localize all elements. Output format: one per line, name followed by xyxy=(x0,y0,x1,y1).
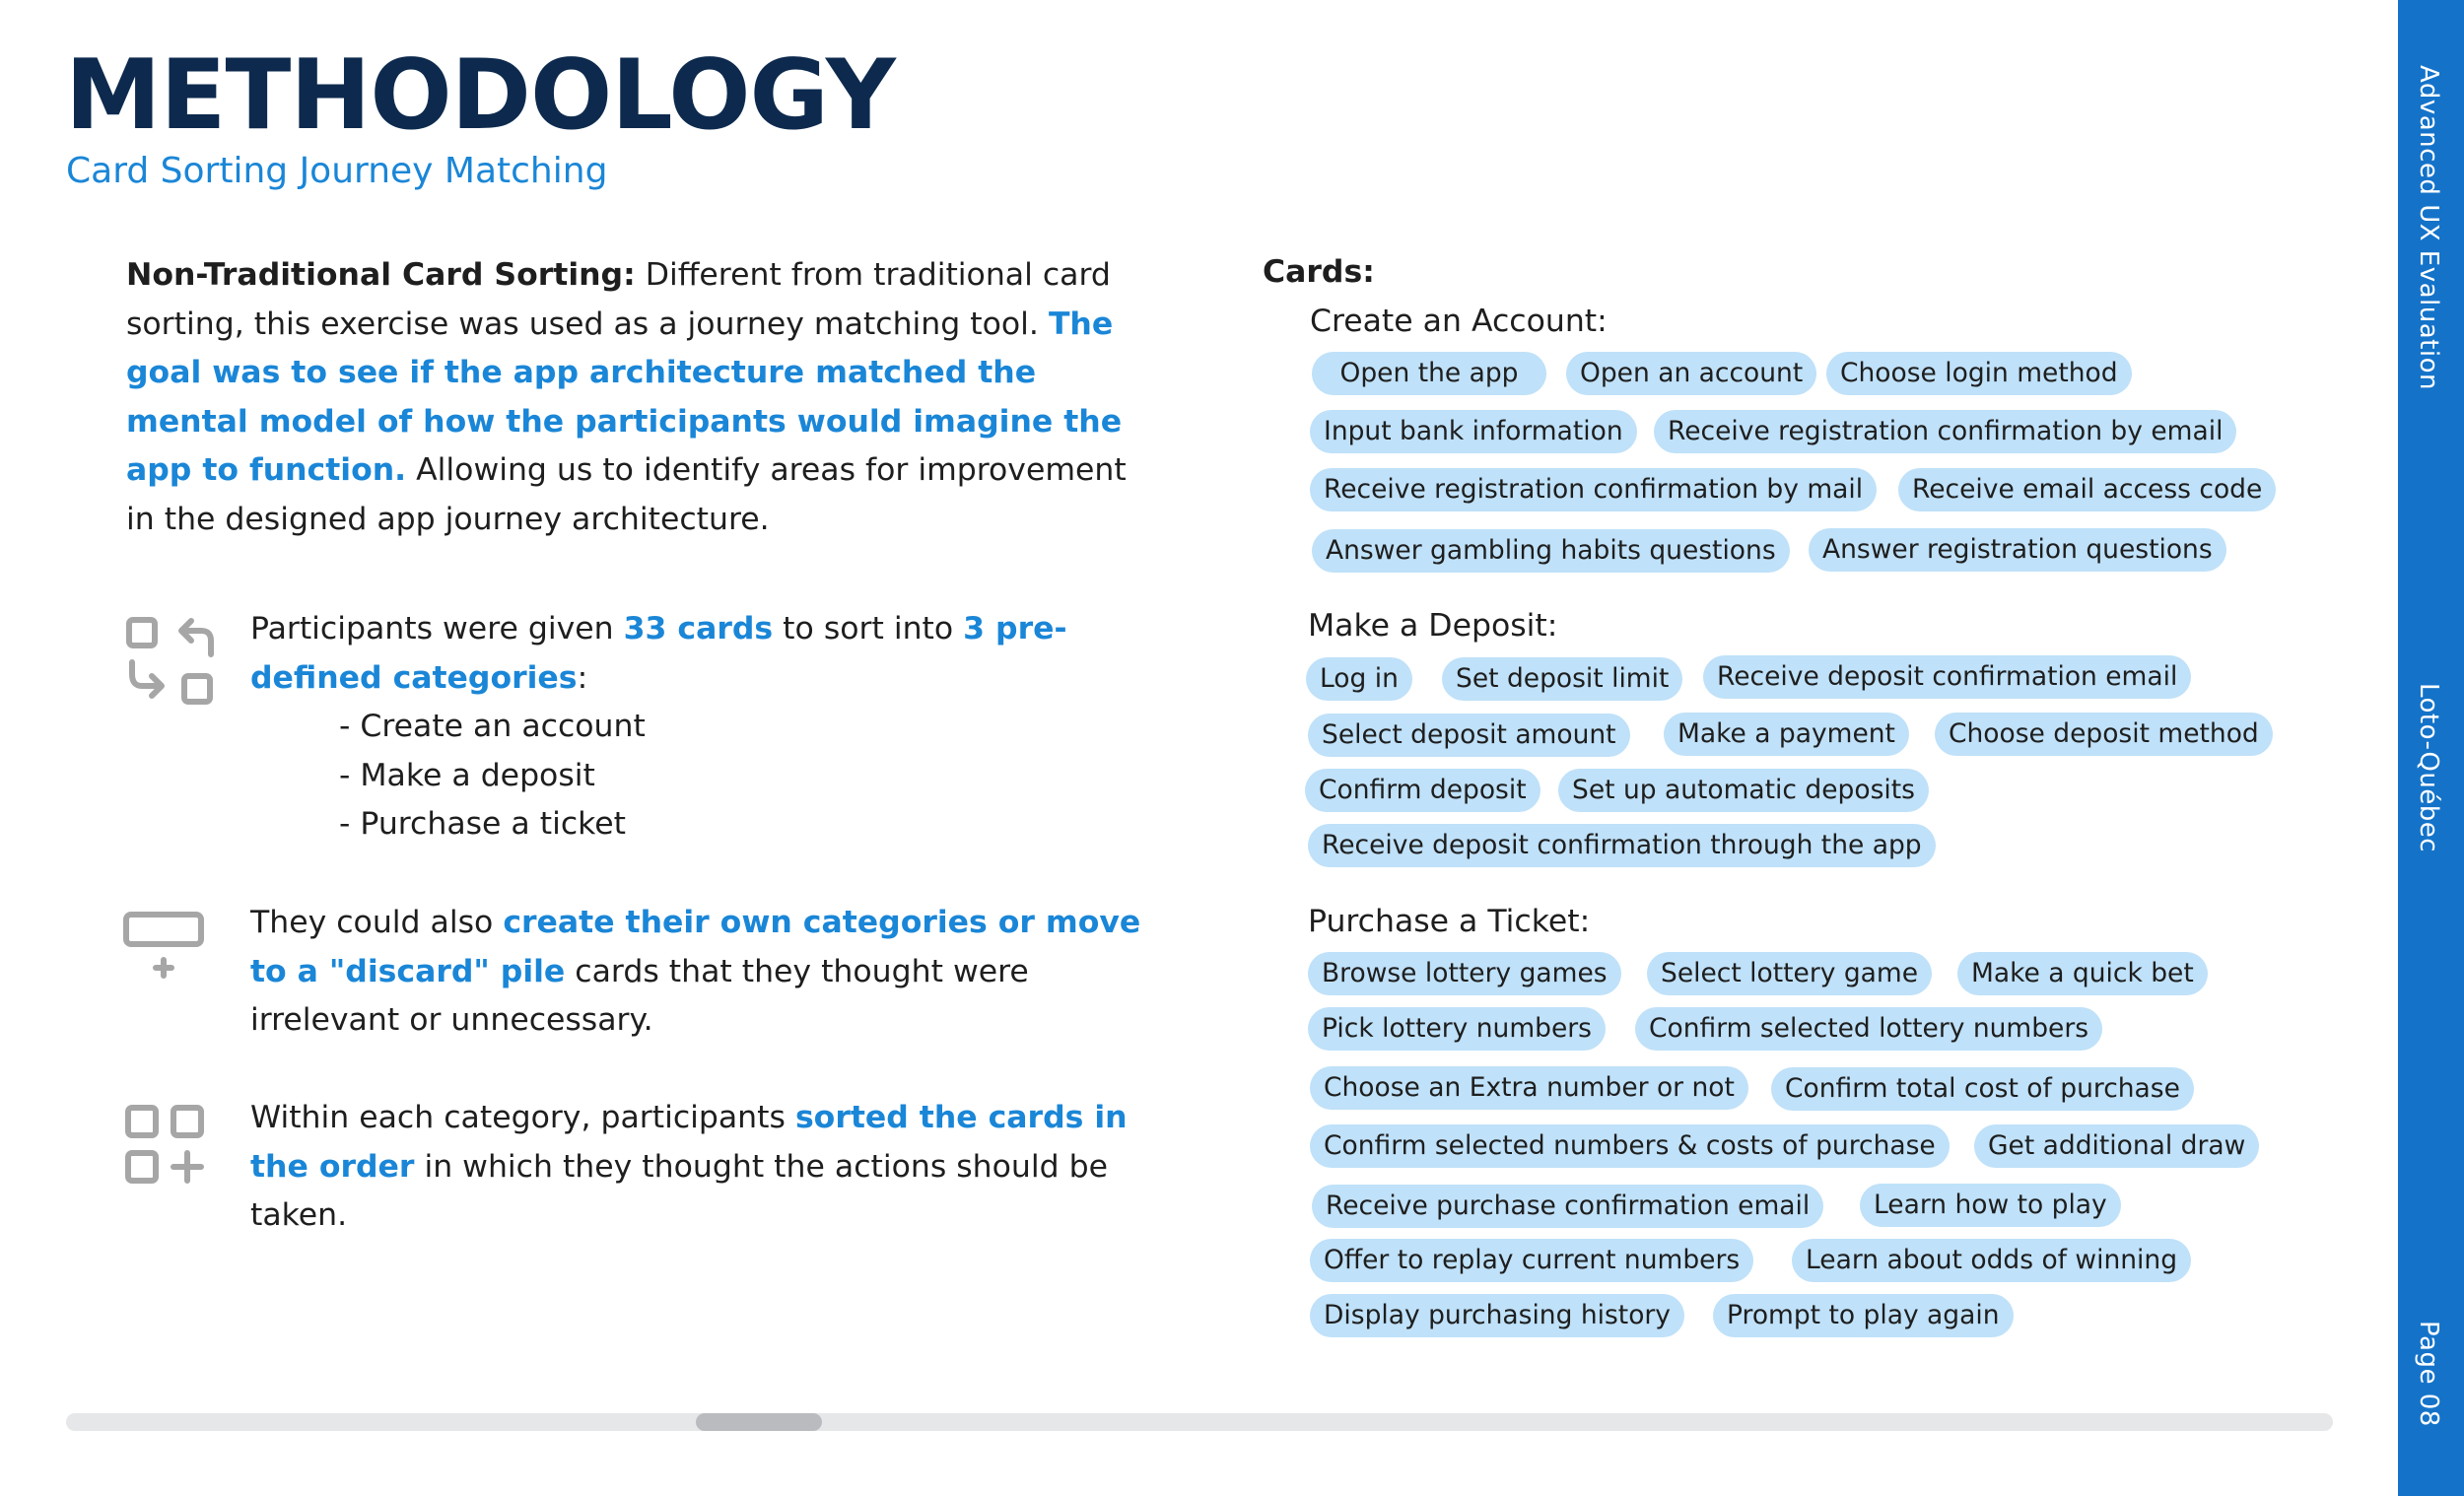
card-chip: Learn how to play xyxy=(1860,1184,2121,1227)
card-chip: Choose an Extra number or not xyxy=(1310,1066,1748,1110)
point-2-text-b: cards that they thought were irrelevant or unnecessary. xyxy=(250,953,1029,1038)
page-title: METHODOLOGY xyxy=(65,39,895,152)
grid-order-icon xyxy=(124,1104,207,1187)
card-chip: Set deposit limit xyxy=(1442,657,1682,701)
card-chip: Get additional draw xyxy=(1974,1124,2259,1168)
card-chip: Set up automatic deposits xyxy=(1558,769,1929,812)
add-card-icon xyxy=(122,911,205,982)
card-chip: Receive registration confirmation by email xyxy=(1654,410,2236,453)
point-3-text-b: in which they thought the actions should be taken. xyxy=(250,1148,1109,1233)
point-3-highlight: sorted the cards in the order xyxy=(250,1100,1128,1185)
card-chip: Log in xyxy=(1306,657,1412,701)
point-2-text-a: They could also xyxy=(250,905,504,940)
card-chip: Answer registration questions xyxy=(1809,528,2226,572)
list-item: - Make a deposit xyxy=(339,757,595,793)
card-chip: Receive deposit confirmation email xyxy=(1703,655,2191,699)
point-1-text xyxy=(250,605,1157,703)
card-chip: Make a quick bet xyxy=(1957,952,2208,995)
cards-label: Cards: xyxy=(1263,254,1375,290)
card-chip: Confirm total cost of purchase xyxy=(1771,1067,2194,1111)
card-chip: Display purchasing history xyxy=(1310,1294,1684,1337)
sidebar-page-number: Page 08 xyxy=(2414,1321,2443,1427)
card-chip: Confirm selected numbers & costs of purchase xyxy=(1310,1124,1950,1168)
horizontal-scrollbar-track[interactable] xyxy=(66,1413,2333,1431)
intro-lead: Non-Traditional Card Sorting: xyxy=(126,257,636,293)
category-list xyxy=(339,703,646,850)
category-title-create-account: Create an Account: xyxy=(1310,304,1608,339)
sidebar-client-name: Loto-Québec xyxy=(2414,683,2443,853)
point-1-text-a: Participants were given xyxy=(250,611,624,646)
card-chip: Open the app xyxy=(1312,352,1546,395)
point-3-text xyxy=(250,1094,1157,1241)
point-3-text-a: Within each category, participants xyxy=(250,1100,795,1135)
card-chip: Open an account xyxy=(1566,352,1816,395)
card-chip: Confirm selected lottery numbers xyxy=(1635,1007,2102,1051)
card-chip: Answer gambling habits questions xyxy=(1312,529,1790,573)
point-2-highlight: create their own categories or move to a "discard" pile xyxy=(250,905,1141,989)
intro-text-1: Different from traditional card sorting, this exercise was used as a journey matching tool. xyxy=(126,257,1111,342)
point-1-text-c: : xyxy=(577,659,588,696)
horizontal-scrollbar-thumb[interactable] xyxy=(696,1413,822,1431)
list-item: - Create an account xyxy=(339,709,646,744)
card-chip: Receive registration confirmation by mail xyxy=(1310,468,1877,511)
point-1-text-b: to sort into xyxy=(773,611,964,646)
card-chip: Pick lottery numbers xyxy=(1308,1007,1606,1051)
card-chip: Choose login method xyxy=(1826,352,2132,395)
intro-text-2: Allowing us to identify areas for improvement in the designed app journey architecture. xyxy=(126,452,1127,537)
card-chip: Make a payment xyxy=(1664,713,1909,756)
card-chip: Confirm deposit xyxy=(1305,769,1540,812)
card-chip: Select lottery game xyxy=(1647,952,1932,995)
card-chip: Receive purchase confirmation email xyxy=(1312,1185,1823,1228)
sidebar-report-title: Advanced UX Evaluation xyxy=(2414,65,2443,390)
card-chip: Receive email access code xyxy=(1898,468,2276,511)
card-chip: Input bank information xyxy=(1310,410,1637,453)
page-subtitle: Card Sorting Journey Matching xyxy=(66,151,608,191)
card-chip: Learn about odds of winning xyxy=(1792,1239,2191,1282)
card-chip: Prompt to play again xyxy=(1713,1294,2014,1337)
card-chip: Select deposit amount xyxy=(1308,714,1630,757)
list-item: - Purchase a ticket xyxy=(339,806,627,842)
point-1-highlight-categories: 3 pre-defined categories xyxy=(250,611,1067,696)
card-chip: Browse lottery games xyxy=(1308,952,1621,995)
card-chip: Receive deposit confirmation through the app xyxy=(1308,824,1936,867)
point-2-text xyxy=(250,899,1157,1046)
category-title-make-deposit: Make a Deposit: xyxy=(1308,608,1558,644)
point-1-highlight-cards: 33 cards xyxy=(623,611,774,646)
swap-cards-icon xyxy=(124,615,219,706)
category-title-purchase-ticket: Purchase a Ticket: xyxy=(1308,904,1591,939)
intro-paragraph xyxy=(126,251,1161,544)
card-chip: Choose deposit method xyxy=(1935,713,2273,756)
card-chip: Offer to replay current numbers xyxy=(1310,1239,1753,1282)
intro-highlight: The goal was to see if the app architecture matched the mental model of how the participants would imagine the app to function. xyxy=(126,306,1123,488)
